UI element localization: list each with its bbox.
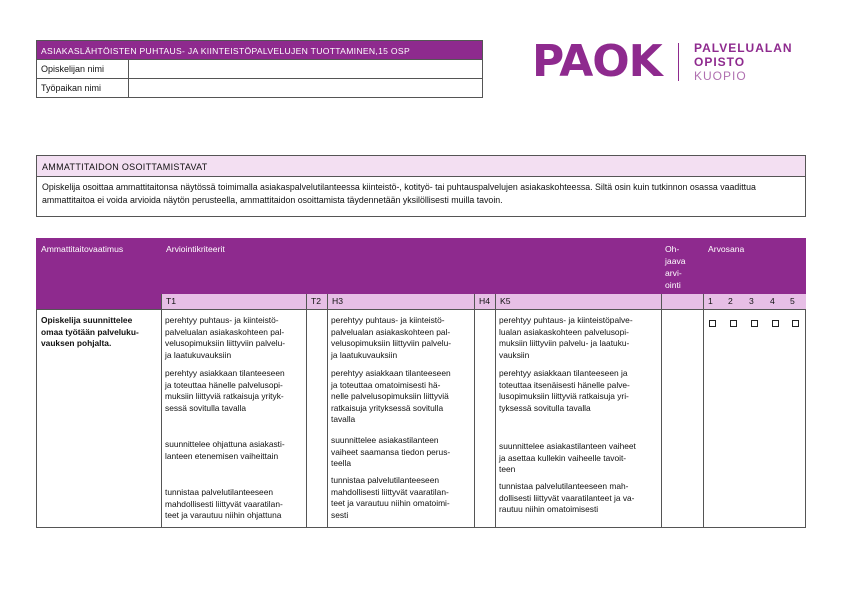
logo-text-line3: KUOPIO [694, 69, 747, 83]
student-name-row [36, 60, 483, 79]
text-line: lusopimuksiin liittyviä ratkaisuja yri- [499, 391, 629, 401]
criteria-h3-item3 [331, 435, 471, 470]
text-line: tyksessä sovitulla tavalla [499, 402, 591, 413]
grid-line [36, 527, 806, 528]
text-line: teella [331, 458, 352, 468]
level-k5: K5 [495, 294, 661, 309]
text-line: tavalla [331, 414, 356, 424]
text-line: vaiheet saamansa tiedon perus- [331, 446, 451, 457]
grade-5-checkbox[interactable] [792, 320, 799, 327]
text-line: sesti [331, 509, 349, 520]
text-line: velusopimuksiin liittyviin palvelu- [165, 338, 286, 348]
criteria-k5-item1 [499, 315, 658, 361]
text-line: palvelualan asiakaskohteen pal- [331, 326, 451, 337]
level-h4: H4 [474, 294, 495, 309]
grade-2: 2 [723, 294, 744, 309]
header-guided-line1: Oh- [665, 244, 680, 254]
text-line: muksiin liittyviä ratkaisuja yrityk- [165, 391, 284, 401]
requirement-line: vauksen pohjalta. [41, 338, 112, 348]
criteria-t1-item4 [165, 487, 303, 522]
text-line: perehtyy asiakkaan tilanteeseen [165, 368, 285, 378]
text-line: tunnistaa palvelutilanteeseen [331, 475, 440, 485]
text-line: teet ja varautuu niihin ohjattuna [165, 510, 282, 520]
text-line: perehtyy puhtaus- ja kiinteistö- [331, 315, 445, 325]
requirement-cell [36, 315, 161, 350]
criteria-h3-cell [328, 315, 474, 527]
text-line: ja asettaa kullekin vaiheelle tavoit- [499, 452, 627, 463]
text-line: nelle palvelusopimuksiin liittyviä [331, 391, 449, 401]
text-line: ja toteuttaa omatoimisesti hä- [331, 379, 441, 390]
text-line: tunnistaa palvelutilanteeseen mah- [499, 481, 629, 491]
assessment-table [36, 238, 806, 528]
grid-line [805, 309, 806, 528]
workplace-name-field[interactable] [129, 79, 482, 97]
text-line: sessä sovitulla tavalla [165, 402, 246, 413]
demonstration-methods-title: AMMATTITAIDON OSOITTAMISTAVAT [36, 155, 806, 177]
criteria-t1-item3 [165, 439, 303, 462]
text-line: lualan asiakaskohteen palvelusopi- [499, 326, 629, 337]
text-line: tunnistaa palvelutilanteeseen [165, 487, 274, 497]
header-guided-line3: arvi- [665, 268, 682, 278]
student-name-field[interactable] [129, 60, 482, 78]
grid-line [661, 294, 662, 528]
text-line: teen [499, 464, 516, 474]
grade-4: 4 [765, 294, 785, 309]
paok-logo [532, 36, 812, 87]
grade-1: 1 [703, 294, 723, 309]
criteria-h3-item2 [331, 368, 471, 426]
student-name-label: Opiskelijan nimi [37, 60, 129, 78]
level-h3: H3 [327, 294, 474, 309]
criteria-k5-item2 [499, 368, 658, 414]
text-line: mahdollisesti liittyvät vaaratilan- [331, 486, 449, 497]
subheader-requirement-blank [36, 294, 161, 309]
demonstration-methods-section [36, 155, 806, 217]
text-line: suunnittelee ohjattuna asiakasti- [165, 439, 285, 449]
grade-5: 5 [785, 294, 806, 309]
student-info-table [36, 40, 483, 98]
header-guided-assessment [661, 238, 703, 294]
grid-line [474, 294, 475, 528]
grade-3: 3 [744, 294, 765, 309]
criteria-k5-item4 [499, 481, 658, 516]
logo-text-line2: OPISTO [694, 55, 746, 69]
text-line: dollisesti liittyvät vaaratilanteet ja va- [499, 492, 635, 503]
criteria-k5-item3 [499, 441, 658, 476]
grade-3-checkbox[interactable] [751, 320, 758, 327]
text-line: ja laatukuvauksiin [165, 349, 232, 360]
text-line: perehtyy puhtaus- ja kiinteistöpalve- [499, 315, 633, 325]
level-t1: T1 [161, 294, 306, 309]
text-line: ja laatukuvauksiin [331, 349, 398, 360]
text-line: palvelualan asiakaskohteen pal- [165, 326, 285, 337]
text-line: perehtyy asiakkaan tilanteeseen ja [499, 368, 628, 378]
grid-line [703, 294, 704, 528]
text-line: ratkaisuja yrityksessä sovitulla [331, 402, 444, 413]
demonstration-methods-text: Opiskelija osoittaa ammattitaitonsa näytössä toimimalla asiakaspalvelutilanteessa kiinteistö-, kotityö- tai puhtauspalvelujen asiakaskohteessa. Siltä osin kuin tutkinnon osassa vaadittua ammattitaitoa ei voida arvioida näytön perusteella, ammattitaidon osoittamista täydennetään yksilöllisesti muilla tavoin. [36, 177, 806, 217]
workplace-name-row [36, 79, 483, 98]
text-line: velusopimuksiin liittyviin palvelu- [331, 338, 452, 348]
criteria-h3-item4 [331, 475, 471, 521]
text-line: lanteen etenemisen vaiheittain [165, 450, 279, 461]
text-line: toteuttaa itsenäisesti hänelle palve- [499, 379, 630, 390]
grid-line [306, 294, 307, 528]
criteria-h3-item1 [331, 315, 471, 361]
requirement-line: omaa työtään palveluku- [41, 326, 139, 337]
logo-text-line1: PALVELUALAN [694, 41, 793, 55]
header-criteria: Arviointikriteerit [161, 238, 661, 294]
text-line: suunnittelee asiakastilanteen vaiheet [499, 441, 636, 451]
text-line: muksiin liittyviin palvelu- ja laatuku- [499, 338, 630, 348]
criteria-k5-cell [496, 315, 661, 527]
text-line: vauksiin [499, 349, 530, 360]
workplace-name-label: Työpaikan nimi [37, 79, 129, 97]
criteria-t1-item1 [165, 315, 303, 361]
criteria-t1-item2 [165, 368, 303, 414]
text-line: suunnittelee asiakastilanteen [331, 435, 439, 445]
logo-divider [678, 43, 679, 81]
text-line: mahdollisesti liittyvät vaaratilan- [165, 498, 283, 509]
level-t2: T2 [306, 294, 327, 309]
qualification-title: ASIAKASLÄHTÖISTEN PUHTAUS- JA KIINTEISTÖPALVELUJEN TUOTTAMINEN,15 OSP [36, 40, 483, 60]
header-guided-line2: jaava [665, 256, 686, 266]
header-requirement: Ammattitaitovaatimus [36, 238, 161, 294]
text-line: perehtyy puhtaus- ja kiinteistö- [165, 315, 279, 325]
text-line: teet ja varautuu niihin omatoimi- [331, 498, 450, 508]
grid-line [36, 309, 806, 310]
text-line: perehtyy asiakkaan tilanteeseen [331, 368, 451, 378]
criteria-t1-cell [162, 315, 306, 527]
grade-1-checkbox[interactable] [709, 320, 716, 327]
logo-mark: PAOK [532, 36, 662, 87]
subheader-guided-blank [661, 294, 703, 309]
header-guided-line4: ointi [665, 280, 681, 290]
text-line: rautuu niihin omatoimisesti [499, 504, 599, 514]
text-line: ja toteuttaa hänelle palvelusopi- [165, 379, 283, 390]
grade-4-checkbox[interactable] [772, 320, 779, 327]
requirement-line: Opiskelija suunnittelee [41, 315, 133, 325]
grade-2-checkbox[interactable] [730, 320, 737, 327]
header-grade: Arvosana [703, 238, 806, 294]
